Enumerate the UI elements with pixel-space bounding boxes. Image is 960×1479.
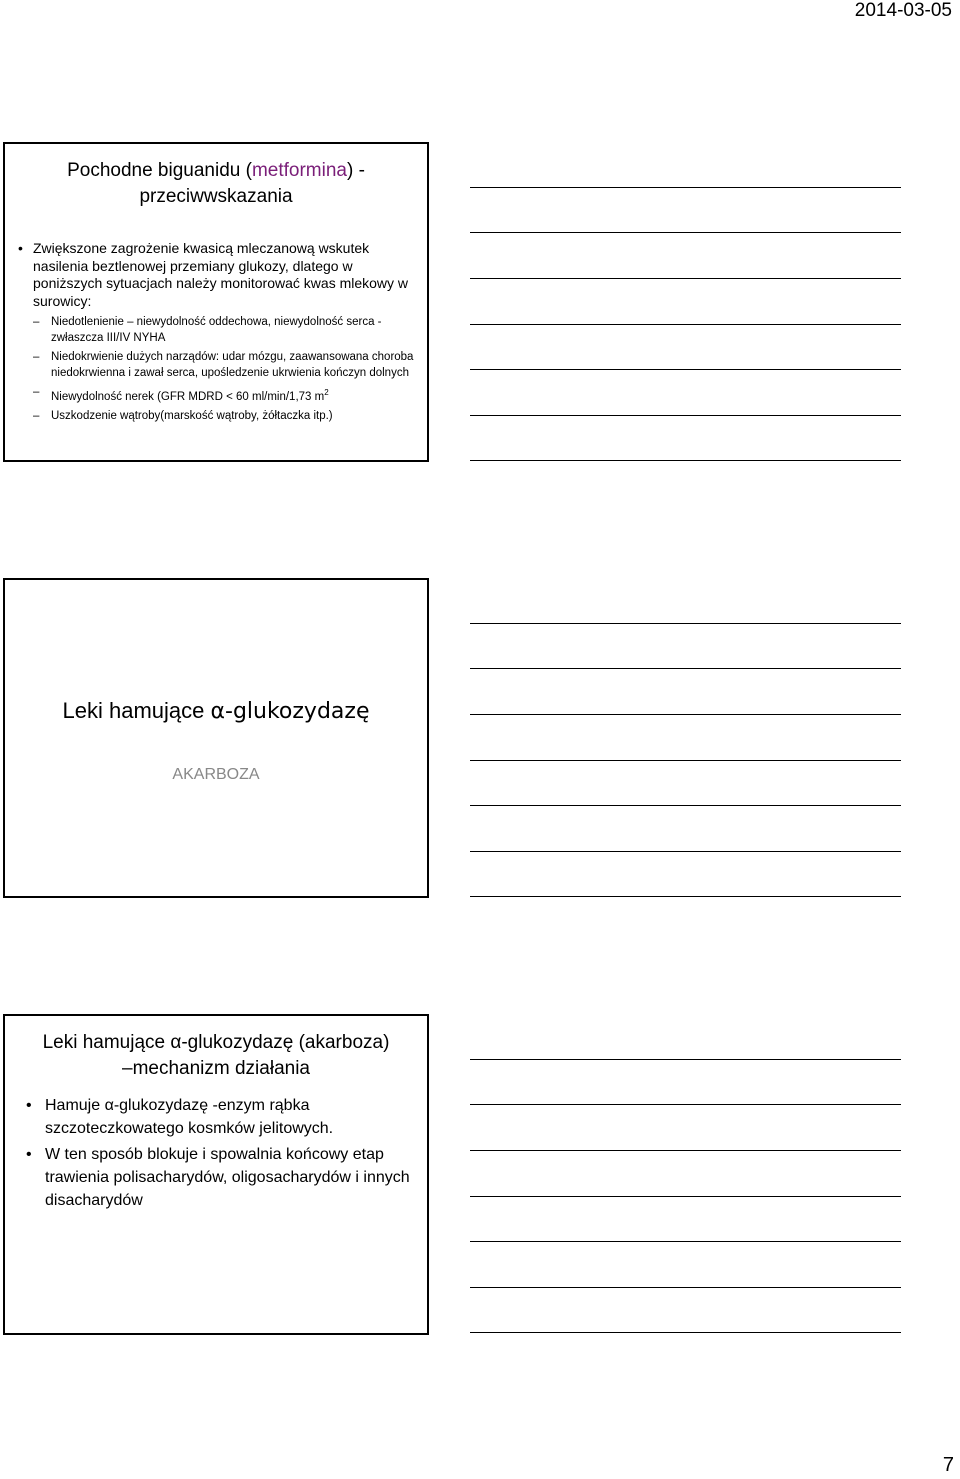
list-item (15, 240, 415, 425)
list-item: • W ten sposób blokuje i spowalnia końcowy etap trawienia polisacharydów, oligosacharydów i innych disacharydów (23, 1143, 417, 1212)
note-line (470, 232, 901, 233)
slide-subtitle: AKARBOZA (172, 766, 260, 783)
slide-alpha-glucosidase-inhibitors (3, 578, 429, 898)
page-number: 7 (942, 1454, 954, 1476)
bullet-text: Zwiększone zagrożenie kwasicą mleczanową wskutek nasilenia beztlenowej przemiany glukozy, dlatego w poniższych sytuacjach należy monitorować kwas mlekowy w surowicy: (33, 240, 409, 309)
slide-metformin-contraindications (3, 142, 429, 462)
bullet-list (23, 1094, 417, 1215)
note-line (470, 324, 901, 325)
title-line2: –mechanizm działania (122, 1058, 310, 1079)
sub-list-item: – Niedotlenienie – niewydolność oddechowa, niewydolność serca - zwłaszcza III/IV NYHA (33, 315, 415, 346)
page-date: 2014-03-05 (854, 0, 952, 21)
title-text-greek: α-glukozydazę (210, 699, 370, 724)
slide-title (5, 698, 427, 724)
title-line2: przeciwwskazania (139, 186, 293, 207)
note-line (470, 623, 901, 624)
sub-item-text: Niewydolność nerek (GFR MDRD < 60 ml/min/1,73 m (51, 390, 325, 403)
sub-list-item: – Niedokrwienie dużych narządów: udar mózgu, zaawansowana choroba niedokrwienna i zawał serca, upośledzenie ukrwienia kończyn dolnych (33, 350, 415, 381)
sub-list-item (33, 385, 415, 405)
note-line (470, 1287, 901, 1288)
slide-title (35, 158, 397, 210)
note-line (470, 668, 901, 669)
sub-list (33, 315, 415, 425)
slide-title (15, 1030, 417, 1082)
sub-list-item: – Uszkodzenie wątroby(marskość wątroby, żółtaczka itp.) (33, 409, 415, 425)
title-text-end: ) - (346, 160, 365, 181)
note-line (470, 851, 901, 852)
slide-acarbose-mechanism (3, 1014, 429, 1335)
superscript: 2 (324, 388, 329, 397)
note-line (470, 415, 901, 416)
note-line (470, 1241, 901, 1242)
title-accent-text: metformina (251, 160, 347, 181)
title-text: Pochodne biguanidu ( (67, 160, 252, 181)
note-line (470, 460, 901, 461)
note-line (470, 760, 901, 761)
note-line (470, 1332, 901, 1333)
note-line (470, 187, 901, 188)
note-line (470, 1196, 901, 1197)
note-line (470, 278, 901, 279)
note-line (470, 1059, 901, 1060)
bullet-list (15, 240, 415, 429)
title-line1: Leki hamujące α-glukozydazę (akarboza) (42, 1032, 390, 1053)
note-line (470, 805, 901, 806)
note-line (470, 369, 901, 370)
note-line (470, 896, 901, 897)
title-text: Leki hamujące (62, 698, 211, 723)
note-line (470, 1104, 901, 1105)
note-line (470, 714, 901, 715)
list-item: • Hamuje α-glukozydazę -enzym rąbka szczoteczkowatego kosmków jelitowych. (23, 1094, 417, 1140)
note-line (470, 1150, 901, 1151)
